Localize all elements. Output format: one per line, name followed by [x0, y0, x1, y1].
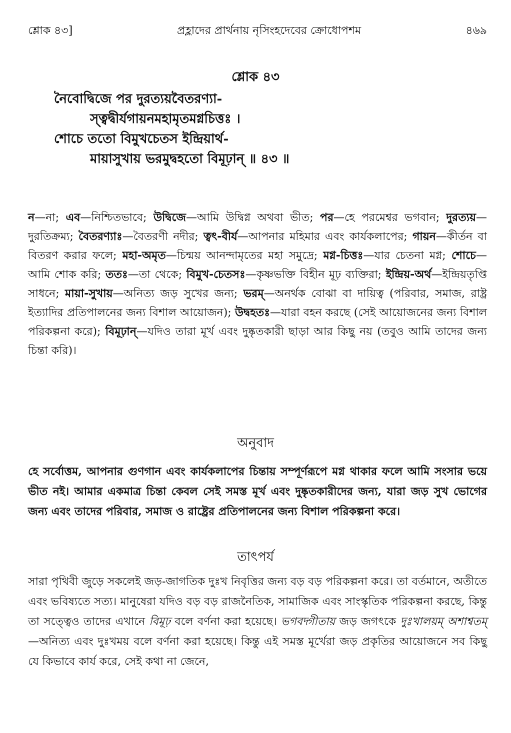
verse-line: স্ত্বদ্বীর্যগায়নমহামৃতমগ্নচিত্তঃ ।	[90, 112, 241, 127]
purport-heading: তাৎপর্য	[237, 550, 274, 565]
synonym-word: পর	[319, 211, 334, 224]
purport-italic-term: ভগবদ্গীতায়	[280, 615, 336, 628]
synonym-meaning: —যার চেতনা মগ্ন;	[363, 249, 452, 262]
synonym-meaning: —অনর্থক বোঝা বা দায়িত্ব (পরিবার, সমাজ, রাষ্ট্র ইত্যাদির প্রতিপালনের জন্য বিশাল আয়োজন);	[28, 287, 487, 319]
purport-text	[28, 572, 487, 672]
purport-text-span: বলে বর্ণনা করা হয়েছে।	[170, 615, 281, 628]
synonym-word: গায়ন	[412, 230, 436, 243]
purport-italic-term: বিমূঢ়	[149, 615, 171, 628]
purport-italic-term: দুঃখালয়ম্ অশাশ্বতম্	[400, 615, 487, 628]
word-synonyms	[28, 208, 487, 360]
header-verse-ref: শ্লোক ৪৩]	[28, 24, 73, 37]
purport-text-span: সারা পৃথিবী জুড়ে সকলেই জড়-জাগতিক দুঃখ নিবৃত্তির জন্য বড় বড় পরিকল্পনা করে। তা বর্তমানে, অতীতে এবং ভবিষ্যতে সত্য। মানুষেরা যদিও বড় বড় রাজনৈতিক, সামাজিক এবং সাংস্কৃতিক পরিকল্পনা করছে, কিন্তু তা সত্ত্বেও তাদের এখানে	[28, 575, 487, 628]
translation-text: হে সর্বোত্তম, আপনার গুণগান এবং কার্যকলাপের চিন্তায় সম্পূর্ণরূপে মগ্ন থাকার ফলে আমি সংসার ভয়ে ভীত নই। আমার একমাত্র চিন্তা কেবল সেই সমস্ত মূর্খ এবং দুষ্কৃতকারীদের জন্য, যারা জড় সুখ ভোগের জন্য এবং তাদের পরিবার, সমাজ ও রাষ্ট্রের প্রতিপালনের জন্য বিশাল পরিকল্পনা করে।	[28, 465, 487, 518]
synonym-meaning: —দুরতিক্রম্য;	[28, 211, 487, 243]
synonym-meaning: —না;	[34, 211, 66, 224]
synonym-meaning: —যারা বহন করছে (সেই আয়োজনের জন্য বিশাল পরিকল্পনা করে);	[28, 306, 487, 338]
synonym-word: মায়া-সুখায়	[65, 287, 113, 300]
synonym-meaning: —তা থেকে;	[127, 268, 187, 281]
synonym-meaning: —বৈতরণী নদীর;	[122, 230, 204, 243]
synonym-word: শোচে	[451, 249, 476, 262]
synonym-word: এব	[65, 211, 81, 224]
purport-text-span: —অনিত্য এবং দুঃখময় বলে বর্ণনা করা হয়েছে। কিন্তু এই সমস্ত মূর্খেরা জড় প্রকৃতির আয়োজনে সব কিছু যে কিভাবে কার্য করে, সেই কথা না জেনে,	[28, 635, 487, 668]
synonym-word: দুরত্যয়	[446, 211, 476, 224]
synonym-word: উদ্বিজে	[153, 211, 186, 224]
page-number: ৪৬৯	[465, 24, 487, 37]
synonym-word: বিমূঢ়ান্	[105, 325, 137, 338]
page-header	[28, 22, 487, 41]
synonym-meaning: —অনিত্য জড় সুখের জন্য;	[112, 287, 244, 300]
synonym-meaning: —যদিও তারা মূর্খ এবং দুষ্কৃতকারী ছাড়া আর কিছু নয় (তবুও আমি তাদের জন্য চিন্তা করি)।	[28, 325, 487, 357]
purport-text-span: জড় জগৎকে	[335, 615, 401, 628]
verse-line: শোচে ততো বিমুখচেতস ইন্দ্রিয়ার্থ-	[54, 132, 229, 147]
synonym-word: ইন্দ্রিয়-অর্থ	[385, 268, 432, 281]
synonym-meaning: —ইন্দ্রিয়তৃপ্তি সাধনে;	[28, 268, 487, 300]
synonym-word: উদ্বহতঃ	[234, 306, 270, 319]
header-chapter-title: প্রহ্লাদের প্রার্থনায় নৃসিংহদেবের ক্রোধোপশম	[177, 24, 362, 37]
synonym-word: ত্বৎ-বীর্য	[203, 230, 238, 243]
synonym-word: ততঃ	[105, 268, 128, 281]
synonym-word: বৈতরণ্যাঃ	[78, 230, 123, 243]
verse-title: শ্লোক ৪৩	[231, 70, 280, 85]
sanskrit-verse	[54, 90, 487, 170]
synonym-word: বিমুখ-চেতসঃ	[186, 268, 246, 281]
synonym-meaning: —চিন্ময় আনন্দামৃতের মহা সমুদ্রে;	[165, 249, 324, 262]
synonym-meaning: —নিশ্চিতভাবে;	[80, 211, 154, 224]
synonym-meaning: —আপনার মহিমার এবং কার্যকলাপের;	[237, 230, 413, 243]
synonym-word: ন	[28, 211, 35, 224]
synonym-word: মহা-অমৃত	[122, 249, 166, 262]
synonym-word: মগ্ন-চিত্তঃ	[323, 249, 364, 262]
synonym-meaning: —কীর্তন বা বিতরণ করার ফলে;	[28, 230, 487, 262]
synonym-word: ভরম্	[243, 287, 264, 300]
translation-heading: অনুবাদ	[237, 436, 274, 451]
synonym-meaning: —আমি উদ্বিগ্ন অথবা ভীত;	[185, 211, 320, 224]
verse-line: নৈবোদ্বিজে পর দুরত্যয়বৈতরণ্যা-	[54, 92, 223, 107]
synonym-meaning: —কৃষ্ণভক্তি বিহীন মূঢ় ব্যক্তিরা;	[245, 268, 386, 281]
synonym-meaning: —হে পরমেশ্বর ভগবান;	[333, 211, 447, 224]
synonym-meaning: —আমি শোক করি;	[28, 249, 487, 281]
verse-line: মায়াসুখায় ভরমুদ্বহতো বিমূঢ়ান্ ॥ ৪৩ ॥	[90, 152, 290, 167]
